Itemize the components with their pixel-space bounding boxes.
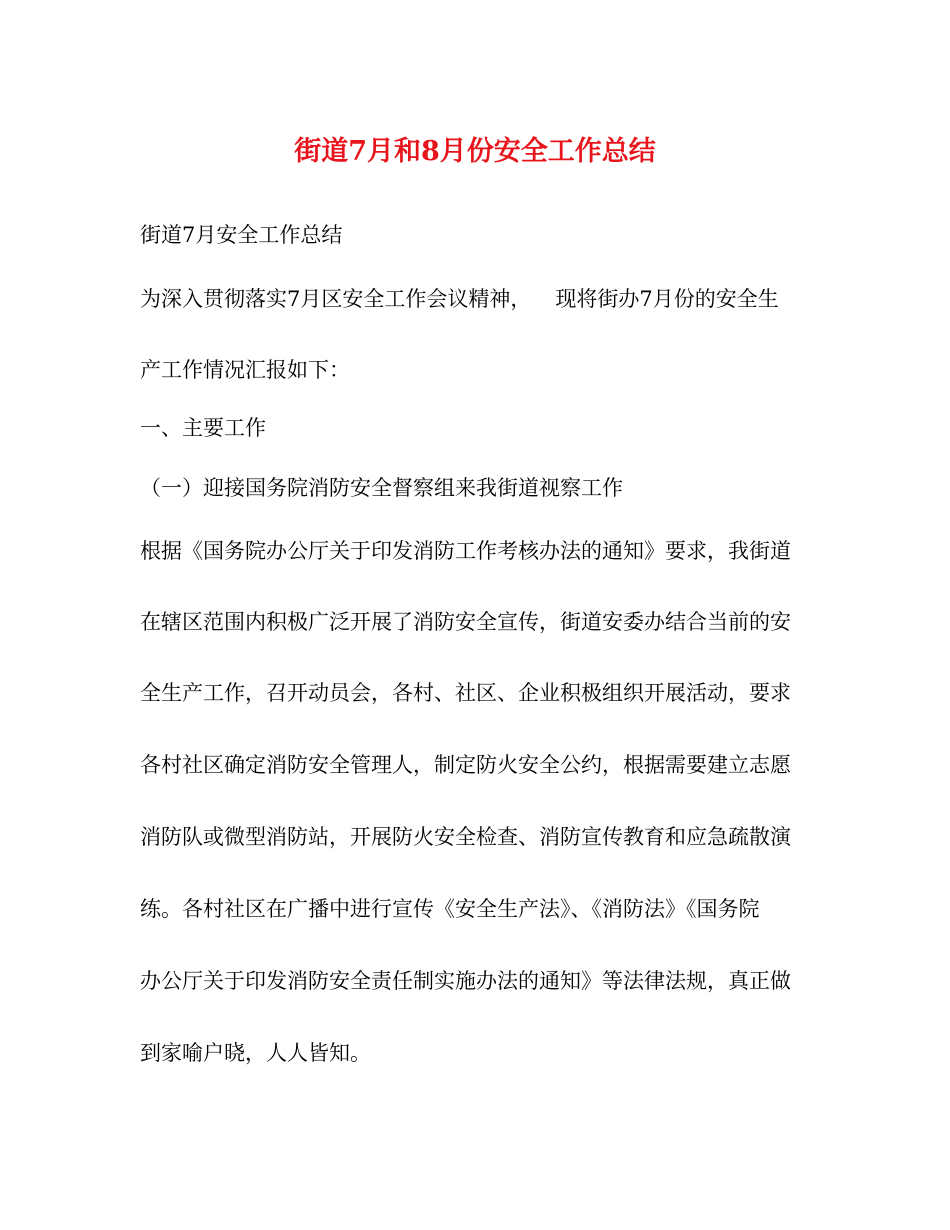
paragraph-line: 各村社区确定消防安全管理人，制定防火安全公约，根据需要建立志愿 (140, 753, 791, 777)
subsection-heading: （一）迎接国务院消防安全督察组来我街道视察工作 (140, 476, 623, 500)
document-subtitle: 街道7月安全工作总结 (140, 223, 343, 247)
intro-line-1 (140, 284, 820, 314)
paragraph-line: 练。各村社区在广播中进行宣传《安全生产法》、《消防法》《国务院 (140, 897, 760, 921)
intro-text-part1: 为深入贯彻落实7月区安全工作会议精神， (140, 287, 532, 311)
section-heading: 一、主要工作 (140, 416, 266, 440)
intro-text-part2: 现将街办7月份的安全生 (555, 287, 779, 311)
paragraph-line: 到家喻户晓，人人皆知。 (140, 1041, 371, 1065)
paragraph-line: 根据《国务院办公厅关于印发消防工作考核办法的通知》要求，我街道 (140, 539, 791, 563)
paragraph-line: 消防队或微型消防站，开展防火安全检查、消防宣传教育和应急疏散演 (140, 825, 791, 849)
document-title: 街道7月和8月份安全工作总结 (294, 136, 656, 167)
paragraph-line: 办公厅关于印发消防安全责任制实施办法的通知》等法律法规，真正做 (140, 969, 791, 993)
paragraph-line: 全生产工作，召开动员会，各村、社区、企业积极组织开展活动，要求 (140, 681, 791, 705)
intro-line-2: 产工作情况汇报如下： (140, 358, 350, 382)
paragraph-line: 在辖区范围内积极广泛开展了消防安全宣传，街道安委办结合当前的安 (140, 610, 791, 634)
